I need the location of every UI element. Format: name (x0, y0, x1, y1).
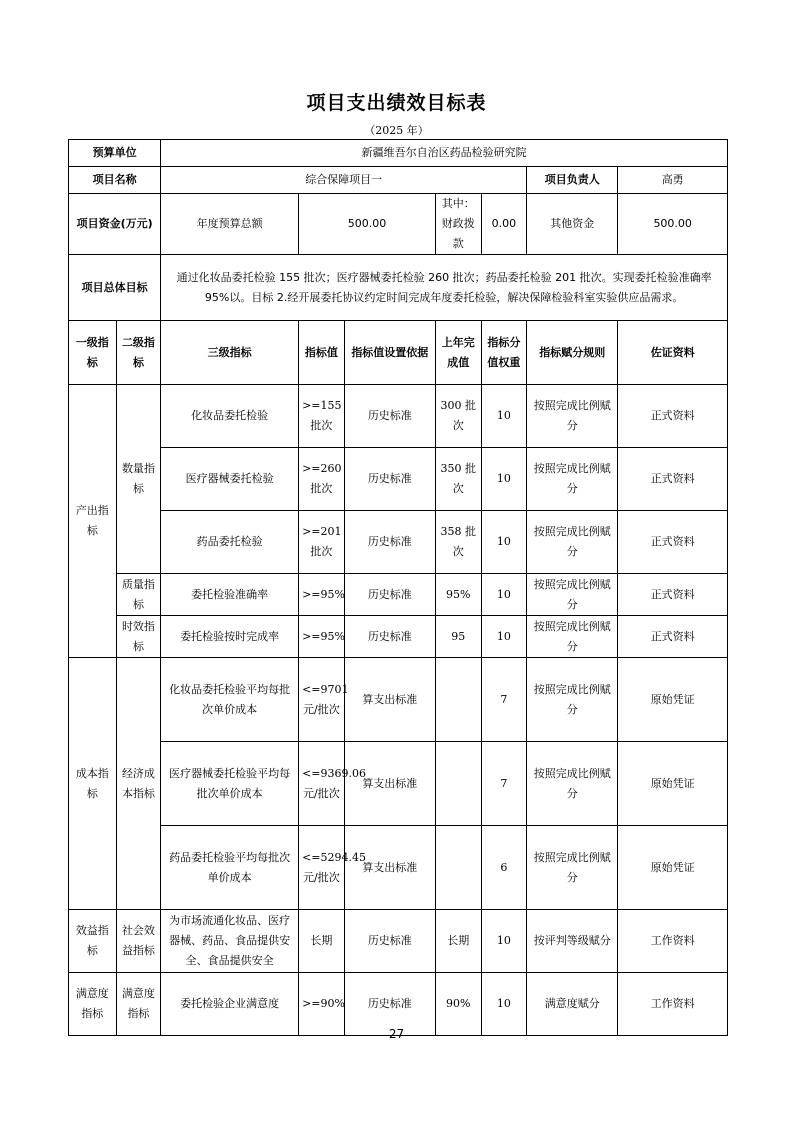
indicator-evidence: 正式资料 (618, 448, 728, 511)
indicator-evidence: 原始凭证 (618, 826, 728, 910)
indicator-value: >=260批次 (299, 448, 345, 511)
indicator-rule: 按照完成比例赋分 (527, 616, 618, 658)
indicator-basis: 算支出标准 (344, 826, 435, 910)
project-leader-value: 高勇 (618, 167, 728, 194)
indicator-basis: 历史标准 (344, 511, 435, 574)
indicator-value: 长期 (299, 910, 345, 973)
header-weight: 指标分值权重 (481, 321, 527, 385)
indicator-rule: 按照完成比例赋分 (527, 742, 618, 826)
indicator-value: >=95% (299, 574, 345, 616)
overall-goal-label: 项目总体目标 (69, 255, 161, 321)
indicator-value: <=5294.45元/批次 (299, 826, 345, 910)
indicator-value: >=90% (299, 973, 345, 1036)
group-social-benefit: 社会效益指标 (116, 910, 161, 973)
project-leader-label: 项目负责人 (527, 167, 618, 194)
indicator-weight: 7 (481, 742, 527, 826)
group-quantity: 数量指标 (116, 385, 161, 574)
table-row (69, 910, 728, 973)
header-level2: 二级指标 (116, 321, 161, 385)
indicator-name: 委托检验准确率 (161, 574, 299, 616)
indicator-weight: 10 (481, 448, 527, 511)
indicator-last-year: 350 批次 (435, 448, 481, 511)
table-row (69, 511, 728, 574)
indicator-weight: 10 (481, 973, 527, 1036)
indicator-basis: 历史标准 (344, 385, 435, 448)
indicator-last-year: 358 批次 (435, 511, 481, 574)
header-basis: 指标值设置依据 (344, 321, 435, 385)
year-label: （2025 年） (364, 124, 429, 137)
project-name-label: 项目名称 (69, 167, 161, 194)
other-value: 500.00 (618, 194, 728, 255)
indicator-last-year: 90% (435, 973, 481, 1036)
indicator-rule: 按照完成比例赋分 (527, 385, 618, 448)
performance-table (68, 139, 728, 1036)
indicator-basis: 算支出标准 (344, 742, 435, 826)
indicator-name: 化妆品委托检验平均每批次单价成本 (161, 658, 299, 742)
indicator-weight: 7 (481, 658, 527, 742)
indicator-evidence: 正式资料 (618, 574, 728, 616)
group-satisfaction: 满意度指标 (69, 973, 117, 1036)
overall-goal-text: 通过化妆品委托检验 155 批次；医疗器械委托检验 260 批次；药品委托检验 201 批次。实现委托检验准确率 95%以。目标 2.经开展委托协议约定时间完成年度委托检验，解决保障检验科室实验供应品需求。 (161, 255, 728, 321)
indicator-rule: 按照完成比例赋分 (527, 658, 618, 742)
indicator-weight: 10 (481, 511, 527, 574)
indicator-rule: 按照完成比例赋分 (527, 826, 618, 910)
group-satisfaction-sub: 满意度指标 (116, 973, 161, 1036)
indicator-rule: 满意度赋分 (527, 973, 618, 1036)
header-rule: 指标赋分规则 (527, 321, 618, 385)
indicator-last-year (435, 826, 481, 910)
page-title: 项目支出绩效目标表 (306, 92, 487, 114)
indicator-evidence: 原始凭证 (618, 658, 728, 742)
indicator-basis: 历史标准 (344, 616, 435, 658)
indicator-last-year: 长期 (435, 910, 481, 973)
indicator-name: 医疗器械委托检验平均每批次单价成本 (161, 742, 299, 826)
indicator-basis: 历史标准 (344, 448, 435, 511)
header-last-year: 上年完成值 (435, 321, 481, 385)
group-economic-cost: 经济成本指标 (116, 658, 161, 910)
indicator-evidence: 正式资料 (618, 511, 728, 574)
table-row (69, 826, 728, 910)
indicator-weight: 10 (481, 616, 527, 658)
indicator-evidence: 工作资料 (618, 910, 728, 973)
indicator-value: <=9369.06元/批次 (299, 742, 345, 826)
indicator-last-year: 95% (435, 574, 481, 616)
indicator-last-year (435, 658, 481, 742)
indicator-basis: 历史标准 (344, 973, 435, 1036)
indicator-weight: 10 (481, 385, 527, 448)
indicator-basis: 算支出标准 (344, 658, 435, 742)
project-name-value: 综合保障项目一 (161, 167, 527, 194)
budget-unit-value: 新疆维吾尔自治区药品检验研究院 (161, 140, 728, 167)
indicator-basis: 历史标准 (344, 574, 435, 616)
indicator-evidence: 工作资料 (618, 973, 728, 1036)
annual-total-value: 500.00 (299, 194, 436, 255)
indicator-value: <=9701元/批次 (299, 658, 345, 742)
indicator-name: 委托检验按时完成率 (161, 616, 299, 658)
indicator-last-year (435, 742, 481, 826)
table-row (69, 574, 728, 616)
group-benefit: 效益指标 (69, 910, 117, 973)
indicator-name: 委托检验企业满意度 (161, 973, 299, 1036)
indicator-weight: 6 (481, 826, 527, 910)
budget-unit-label: 预算单位 (69, 140, 161, 167)
indicator-value: >=201批次 (299, 511, 345, 574)
indicator-rule: 按照完成比例赋分 (527, 574, 618, 616)
indicator-name: 为市场流通化妆品、医疗器械、药品、食品提供安全、食品提供安全 (161, 910, 299, 973)
table-row (69, 385, 728, 448)
indicator-value: >=155批次 (299, 385, 345, 448)
indicator-name: 药品委托检验 (161, 511, 299, 574)
indicator-name: 医疗器械委托检验 (161, 448, 299, 511)
indicator-rule: 按评判等级赋分 (527, 910, 618, 973)
indicator-basis: 历史标准 (344, 910, 435, 973)
indicator-weight: 10 (481, 574, 527, 616)
header-level3: 三级指标 (161, 321, 299, 385)
annual-total-label: 年度预算总额 (161, 194, 299, 255)
indicator-rule: 按照完成比例赋分 (527, 448, 618, 511)
header-evidence: 佐证资料 (618, 321, 728, 385)
fiscal-value: 0.00 (481, 194, 527, 255)
indicator-last-year: 95 (435, 616, 481, 658)
group-timeliness: 时效指标 (116, 616, 161, 658)
indicator-value: >=95% (299, 616, 345, 658)
header-level1: 一级指标 (69, 321, 117, 385)
group-output: 产出指标 (69, 385, 117, 658)
indicator-name: 药品委托检验平均每批次单价成本 (161, 826, 299, 910)
fiscal-label: 其中：财政拨款 (435, 194, 481, 255)
indicator-evidence: 正式资料 (618, 616, 728, 658)
indicator-last-year: 300 批次 (435, 385, 481, 448)
indicator-evidence: 原始凭证 (618, 742, 728, 826)
funds-label: 项目资金(万元) (69, 194, 161, 255)
indicator-weight: 10 (481, 910, 527, 973)
other-label: 其他资金 (527, 194, 618, 255)
table-row (69, 742, 728, 826)
table-row (69, 448, 728, 511)
group-cost: 成本指标 (69, 658, 117, 910)
header-value: 指标值 (299, 321, 345, 385)
indicator-evidence: 正式资料 (618, 385, 728, 448)
page-number: 27 (388, 1027, 405, 1041)
indicator-rule: 按照完成比例赋分 (527, 511, 618, 574)
table-row (69, 658, 728, 742)
table-row (69, 616, 728, 658)
group-quality: 质量指标 (116, 574, 161, 616)
indicator-name: 化妆品委托检验 (161, 385, 299, 448)
